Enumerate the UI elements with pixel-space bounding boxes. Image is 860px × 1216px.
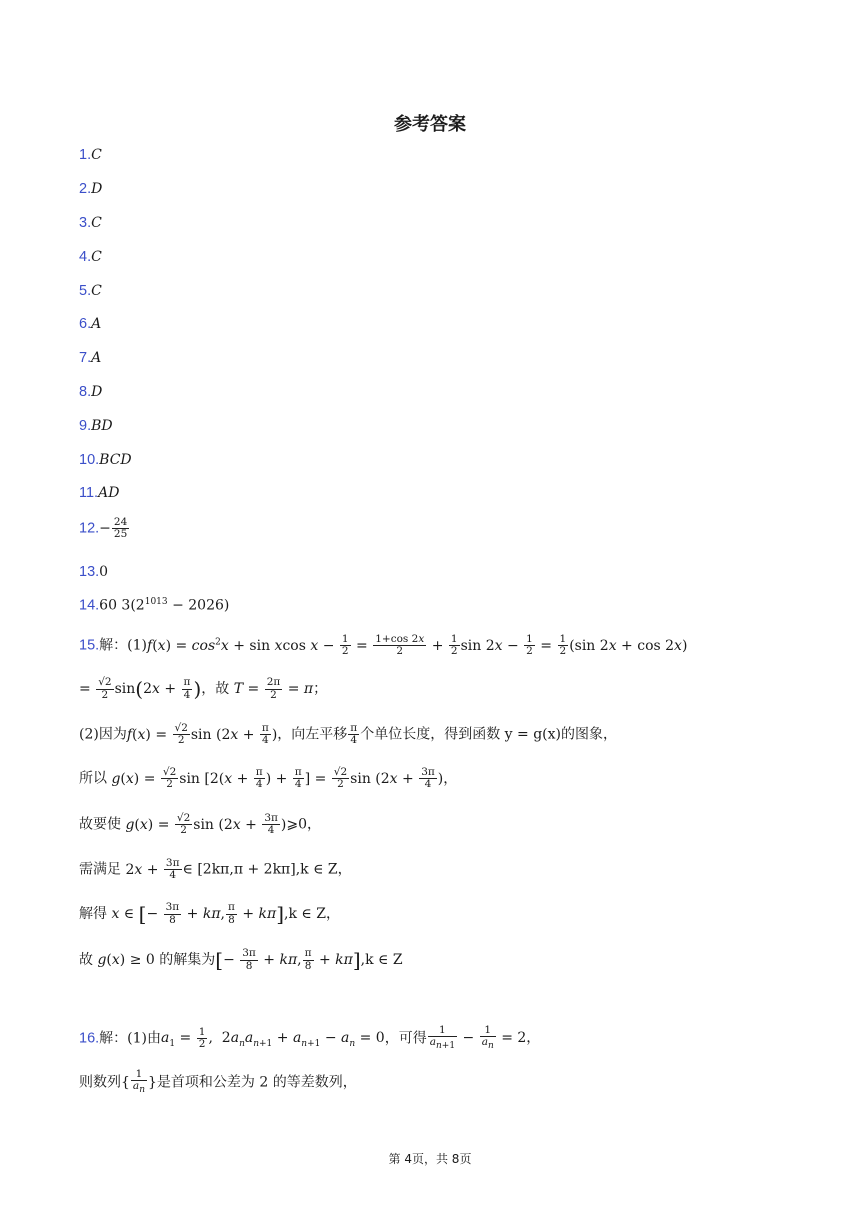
answer-line-5: [79, 283, 102, 299]
q15-line-4: [79, 767, 457, 790]
answer-line-14: [79, 597, 229, 614]
answer-tail: − 2026): [167, 597, 230, 614]
q15-l4-intro: 所以: [79, 770, 107, 787]
answer-number: 3.: [79, 215, 92, 231]
answer-value: C: [91, 215, 102, 231]
answer-line-3: [79, 215, 102, 231]
answer-fraction: [112, 517, 129, 540]
shift-fraction: $\frac{\pi}{4}$: [350, 722, 358, 747]
q15-l6-tail: ∈ [2kπ,π + 2kπ],k ∈ Z，: [182, 861, 352, 878]
answer-line-7: [79, 350, 101, 366]
q16-mid: ，可得: [384, 1030, 427, 1047]
answer-line-10: [79, 452, 132, 468]
q16-intro: 解：(1)由: [99, 1030, 162, 1047]
q16-l2-tail: }是首项和公差为 2 的等差数列，: [147, 1074, 357, 1091]
answer-line-9: [79, 418, 113, 434]
answer-value: D: [91, 384, 103, 400]
answer-value: BCD: [99, 452, 132, 468]
q15-formula-1: $f(x) = \cos^2x + \sin xcos$ x − $\frac{1}{2}$ = $\frac{1+\cos 2x}{2}$ + $\frac{1}{2}$ sin 2x − $\frac{1}{2}$ = $\frac{1}{2}$ (sin 2x + cos 2x): [147, 633, 688, 658]
answer-line-8: [79, 384, 102, 400]
answer-line-4: [79, 249, 102, 265]
answer-number: 14.: [79, 597, 100, 614]
q15-line-2: [79, 677, 327, 701]
answer-value: A: [91, 316, 102, 332]
answer-number: 6.: [79, 316, 92, 332]
answer-line-12: [79, 517, 130, 540]
q15-l5-intro: 故要使: [79, 816, 121, 833]
q15-l8-tail: ,k ∈ Z: [360, 952, 403, 968]
q15-line-3: [79, 723, 617, 746]
q15-line-8: [79, 948, 403, 972]
answer-number: 5.: [79, 283, 92, 299]
q15-l3-mid: ，向左平移: [277, 726, 348, 743]
q15-l8-intro: 故: [79, 952, 93, 968]
answer-value: 0: [99, 564, 109, 580]
fraction-denominator: 25: [113, 528, 128, 541]
q16-sequence-fraction: $\frac{1}{a_n}$: [132, 1068, 145, 1096]
q15-l7-intro: 解得: [79, 906, 107, 922]
answer-value: AD: [98, 485, 120, 501]
q15-l3-tail: 个单位长度，得到函数 y = g(x)的图象，: [360, 726, 617, 743]
answer-exponent: 1013: [144, 597, 168, 607]
answer-value: C: [91, 249, 102, 265]
question-number: 16.: [79, 1030, 100, 1047]
q15-formula-5: g(x) = $\frac{√2}{2}$ sin (2x + $\frac{3\pi}{4}$ ): [125, 812, 287, 837]
answer-number: 13.: [79, 564, 100, 580]
q16-formula-1: $a_1$ = $\frac{1}{2}$ , $2a_na_{n+1} + a_{n+1} - a_n = 0$: [161, 1025, 385, 1050]
q15-l5-tail: ⩾0，: [286, 816, 322, 833]
page-footer: 第 4页，共 8页: [388, 1152, 472, 1166]
answer-number: 4.: [79, 249, 92, 265]
q16-formula-2: $\frac{1}{a_{n+1}}$ − $\frac{1}{a_n}$ = 2，: [429, 1024, 541, 1052]
q15-formula-7: x ∈ [− $\frac{3\pi}{8}$ + kπ, $\frac{\pi}{8}$ + kπ]: [111, 901, 285, 926]
answer-sign: −: [99, 520, 111, 537]
answer-number: 7.: [79, 350, 92, 366]
answer-number: 8.: [79, 384, 92, 400]
q15-formula-8b: [− $\frac{3\pi}{8}$ + kπ, $\frac{\pi}{8}$ + kπ]: [215, 947, 361, 972]
answer-number: 11.: [79, 485, 99, 501]
answer-line-11: [79, 485, 119, 501]
q15-intro: 解：(1): [99, 637, 148, 654]
q15-l3-intro: (2)因为: [79, 726, 127, 743]
answer-number: 12.: [79, 520, 100, 537]
answer-value: BD: [91, 418, 113, 434]
answer-value: C: [91, 147, 102, 163]
question-number: 15.: [79, 637, 100, 654]
answer-number: 1.: [79, 147, 92, 163]
q15-formula-8: g(x) ≥ 0: [97, 952, 155, 968]
q15-line-6: [79, 858, 352, 881]
page-title: 参考答案: [394, 114, 466, 135]
q15-formula-3: f(x) = $\frac{√2}{2}$ sin (2x + $\frac{\pi}{4}$ ): [126, 722, 278, 747]
q15-l8-mid: 的解集为: [159, 952, 216, 968]
q15-formula-2: = $\frac{√2}{2}$ sin(2x + $\frac{\pi}{4}$ ): [79, 676, 202, 701]
answer-line-2: [79, 181, 102, 197]
q15-period: ，故 T = $\frac{2\pi}{2}$ = π；: [201, 676, 328, 701]
q15-line-7: [79, 902, 340, 926]
q16-line-2: [79, 1069, 357, 1096]
q16-line-1: [79, 1025, 540, 1052]
answer-number: 10.: [79, 452, 100, 468]
answer-value: C: [91, 283, 102, 299]
answer-line-13: [79, 564, 108, 580]
answer-number: 2.: [79, 181, 92, 197]
answer-line-1: [79, 147, 102, 163]
answer-value: 60 3(2: [99, 597, 145, 614]
answer-number: 9.: [79, 418, 92, 434]
q15-line-1: [79, 634, 687, 657]
q15-line-5: [79, 813, 321, 836]
answer-line-6: [79, 316, 101, 332]
q15-l6-intro: 需满足: [79, 861, 121, 878]
fraction-numerator: 24: [113, 516, 128, 528]
answer-value: D: [91, 181, 103, 197]
q15-formula-6: 2x + $\frac{3\pi}{4}$: [125, 857, 180, 882]
q15-l7-tail: ,k ∈ Z，: [284, 906, 340, 922]
q15-formula-4: g(x) = $\frac{√2}{2}$ sin [2(x + $\frac{\pi}{4}$ ) + $\frac{\pi}{4}$ ] = $\frac{√2}{2}$ sin (2x + $\frac{3\pi}{4}$ )，: [111, 766, 458, 791]
q16-l2-intro: 则数列{: [79, 1074, 130, 1091]
answer-value: A: [91, 350, 102, 366]
